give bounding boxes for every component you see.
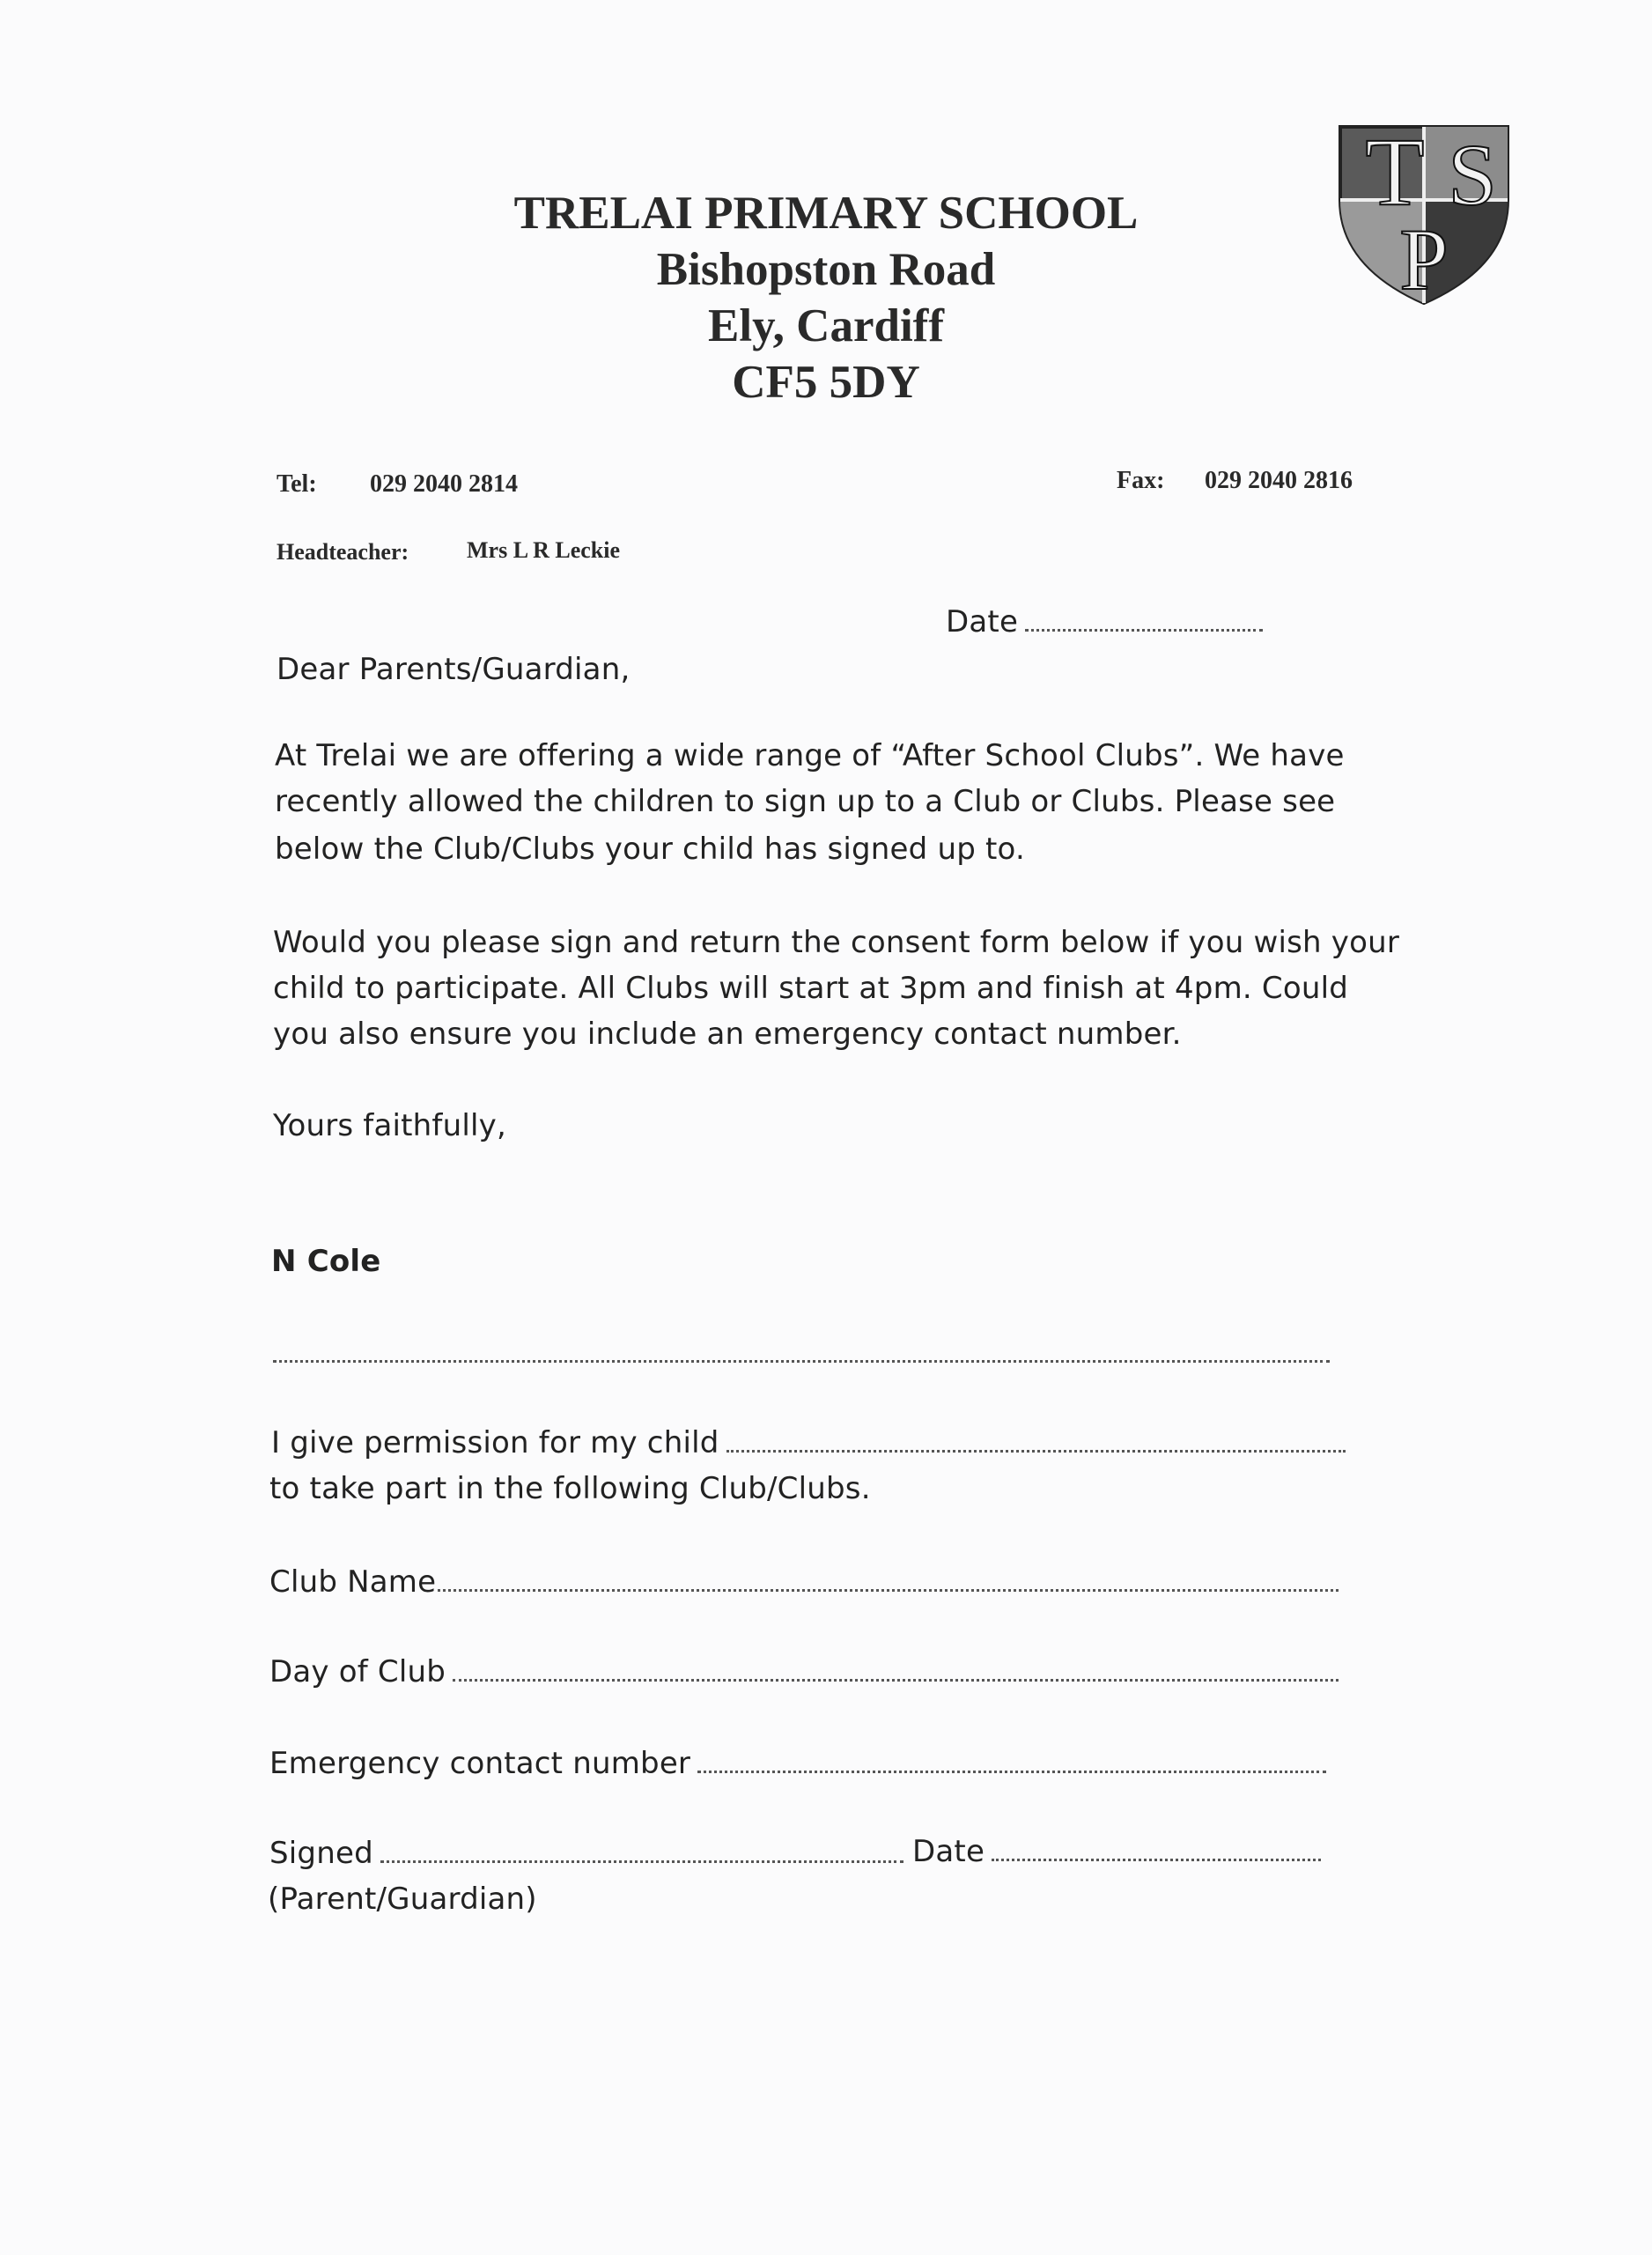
- signed-label: Signed: [269, 1836, 373, 1871]
- letter-date-blank[interactable]: [1025, 628, 1263, 632]
- address-line-2: Ely, Cardiff: [708, 300, 944, 351]
- tel-value: 029 2040 2814: [370, 470, 518, 498]
- permission-row: [271, 1425, 1346, 1460]
- signed-row: [269, 1836, 903, 1871]
- club-name-blank[interactable]: [438, 1588, 1339, 1592]
- fax-label: Fax:: [1117, 467, 1165, 494]
- emergency-contact-row: [269, 1746, 1326, 1781]
- salutation: Dear Parents/Guardian,: [277, 652, 631, 687]
- letter-date-row: [946, 604, 1263, 640]
- permission-label: I give permission for my child: [271, 1425, 719, 1460]
- para1-line-2: recently allowed the children to sign up to a Club or Clubs. Please see: [275, 784, 1336, 819]
- school-name: TRELAI PRIMARY SCHOOL: [513, 188, 1139, 239]
- closing: Yours faithfully,: [273, 1108, 506, 1143]
- para2-line-3: you also ensure you include an emergency contact number.: [273, 1017, 1182, 1052]
- child-name-blank[interactable]: [726, 1449, 1346, 1453]
- para2-line-2: child to participate. All Clubs will start at 3pm and finish at 4pm. Could: [273, 971, 1349, 1006]
- permission-line-2: to take part in the following Club/Clubs.: [269, 1471, 871, 1506]
- signed-date-label: Date: [912, 1834, 985, 1869]
- letter-date-label: Date: [946, 604, 1019, 640]
- crest-letter-t: T: [1365, 118, 1425, 226]
- signed-date-row: [912, 1834, 1321, 1869]
- para2-line-1: Would you please sign and return the consent form below if you wish your: [273, 925, 1400, 960]
- signature-blank[interactable]: [380, 1859, 903, 1863]
- postcode: CF5 5DY: [732, 357, 920, 408]
- emergency-contact-label: Emergency contact number: [269, 1746, 691, 1781]
- signed-date-blank[interactable]: [992, 1858, 1321, 1861]
- signatory: N Cole: [271, 1244, 381, 1279]
- tear-off-line: [273, 1360, 1330, 1363]
- headteacher-label: Headteacher:: [277, 539, 409, 565]
- fax-value: 029 2040 2816: [1205, 467, 1353, 494]
- club-name-label: Club Name: [269, 1564, 437, 1600]
- para1-line-3: below the Club/Clubs your child has signed up to.: [275, 832, 1025, 867]
- emergency-contact-blank[interactable]: [697, 1770, 1326, 1773]
- club-name-row: [269, 1564, 1339, 1600]
- day-of-club-label: Day of Club: [269, 1654, 446, 1689]
- day-of-club-row: [269, 1654, 1339, 1689]
- day-of-club-blank[interactable]: [453, 1678, 1339, 1682]
- parent-guardian-label: (Parent/Guardian): [268, 1882, 537, 1917]
- crest-letter-s: S: [1448, 126, 1497, 224]
- headteacher-value: Mrs L R Leckie: [467, 537, 621, 563]
- crest-letter-p: P: [1399, 211, 1449, 308]
- address-line-1: Bishopston Road: [656, 244, 996, 295]
- tel-label: Tel:: [277, 470, 317, 498]
- para1-line-1: At Trelai we are offering a wide range of “After School Clubs”. We have: [275, 738, 1345, 773]
